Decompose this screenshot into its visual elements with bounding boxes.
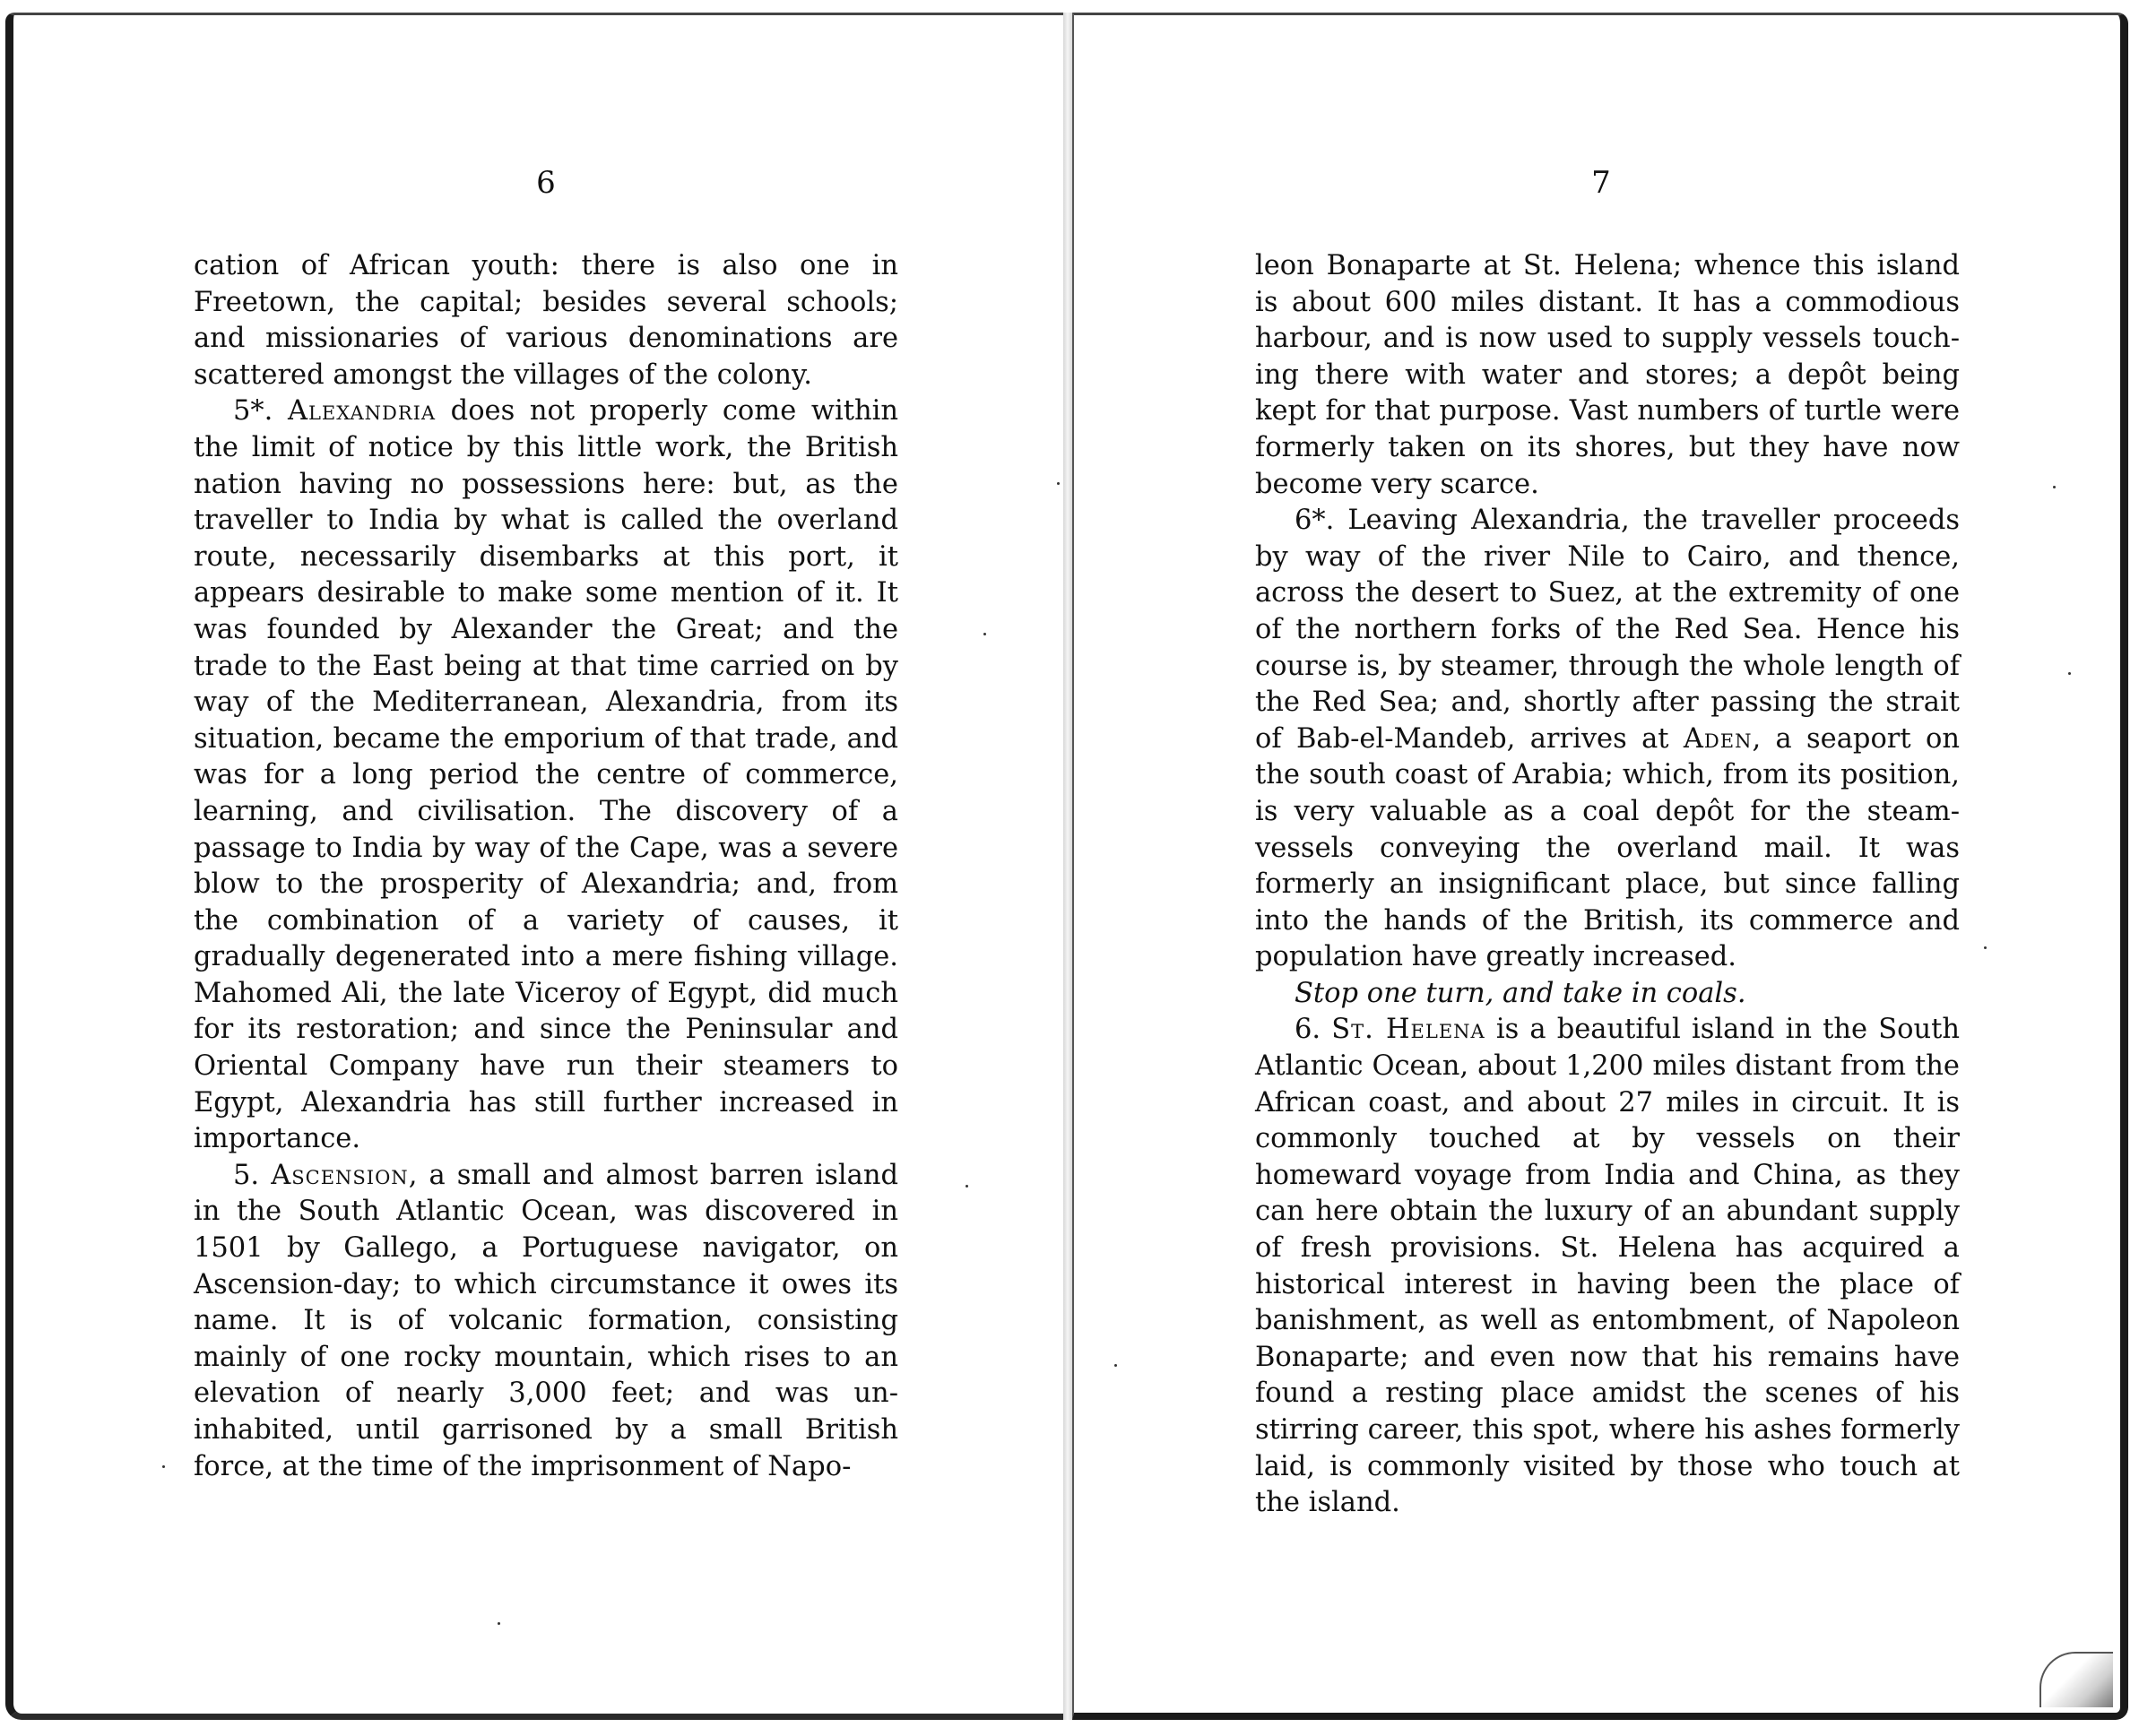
print-speck (2068, 672, 2071, 675)
paragraph-aden (1255, 503, 1960, 976)
paragraph-number: 5*. (233, 395, 288, 428)
print-speck (983, 633, 986, 635)
print-speck (966, 1185, 968, 1188)
paragraph-text: is a beautiful island in the South Atlantic Ocean, about 1,200 miles distant from the African coast, and about 27 miles in circuit. It is commonly touched at by vessels on their homeward voyage from India and China, as they can here obtain the luxury of an abundant supply of fresh provisions. St. Helena has acquired a historical interest in having been the place of banishment, as well as entombment, of Napoleon Bonaparte; and even now that his remains have found a resting place amidst the scenes of his stirring career, this spot, where his ashes formerly laid, is commonly visited by those who touch at the island. (1255, 1014, 1960, 1519)
print-speck (1057, 482, 1060, 485)
book-gutter (1063, 13, 1072, 1720)
place-name-st-helena: St. Helena (1331, 1014, 1485, 1046)
paragraph-text: cation of African youth: there is also one in Freetown, the capital; besides several schools; and missionaries of various denominations are scattered amongst the villages of the colony. (194, 250, 898, 391)
paragraph-ascension (194, 1158, 898, 1485)
print-speck (498, 1622, 500, 1625)
paragraph-ascension-continued (1255, 248, 1960, 503)
print-speck (2053, 486, 2056, 488)
paragraph-text: , a seaport on the south coast of Arabia; which, from its position, is very valuable as a coal depôt for the steam-vessels conveying the overland mail. It was formerly an insignificant place, but since falling into the hands of the British, its commerce and population have greatly increased. (1255, 722, 1960, 973)
print-speck (1984, 946, 1987, 949)
right-page-text (1255, 248, 1960, 1522)
print-speck (162, 1465, 165, 1468)
paragraph-number: 6. (1295, 1014, 1332, 1046)
paragraph-sierra-leone-continued (194, 248, 898, 393)
paragraph-text: leon Bonaparte at St. Helena; whence this island is about 600 miles distant. It has a commodious harbour, and is now used to supply vessels touching there with water and stores; a depôt being kept for that purpose. Vast numbers of turtle were formerly taken on its shores, but they have now become very scarce. (1255, 250, 1960, 500)
place-name-ascension: Ascension (271, 1159, 409, 1191)
paragraph-text: does not properly come within the limit of notice by this little work, the British nation having no possessions here: but, as the traveller to India by what is called the overland route, necessarily disembarks at this port, it appears desirable to make some mention of it. It was founded by Alexander the Great; and the trade to the East being at that time carried on by way of the Mediterranean, Alexandria, from its situation, became the emporium of that trade, and was for a long period the centre of commerce, learning, and civilisation. The discovery of a passage to India by way of the Cape, was a severe blow to the prosperity of Alexandria; and, from the combination of a variety of causes, it gradually degenerated into a mere fishing village. Mahomed Ali, the late Viceroy of Egypt, did much for its restoration; and since the Peninsular and Oriental Company have run their steamers to Egypt, Alexandria has still further increased in importance. (194, 395, 899, 1155)
paragraph-text: Leaving Alexandria, the traveller proceeds by way of the river Nile to Cairo, and thence, across the desert to Suez, at the extremity of one of the northern forks of the Red Sea. Hence his course is, by steamer, through the whole length of the Red Sea; and, shortly after passing the strait of Bab-el-Mandeb, arrives at (1255, 505, 1960, 755)
instruction-text: Stop one turn, and take in coals. (1295, 977, 1746, 1009)
game-instruction (1255, 976, 1960, 1013)
print-speck (1114, 1364, 1117, 1367)
page-number-left: 6 (536, 165, 556, 201)
left-page-text (194, 248, 898, 1485)
page-curl (2039, 1652, 2113, 1707)
place-name-alexandria: Alexandria (287, 395, 437, 428)
page-number-right: 7 (1591, 165, 1611, 201)
paragraph-number: 6*. (1295, 505, 1348, 537)
paragraph-st-helena (1255, 1012, 1960, 1521)
paragraph-number: 5. (233, 1159, 272, 1191)
place-name-aden: Aden (1683, 722, 1753, 755)
paragraph-text: , a small and almost barren island in the South Atlantic Ocean, was discovered in 1501 by Gallego, a Portuguese navigator, on Ascension-day; to which circumstance it owes its name. It is of volcanic formation, consisting mainly of one rocky mountain, which rises to an elevation of nearly 3,000 feet; and was uninhabited, until garrisoned by a small British force, at the time of the imprisonment of Napo- (194, 1159, 899, 1482)
paragraph-alexandria (194, 393, 898, 1157)
